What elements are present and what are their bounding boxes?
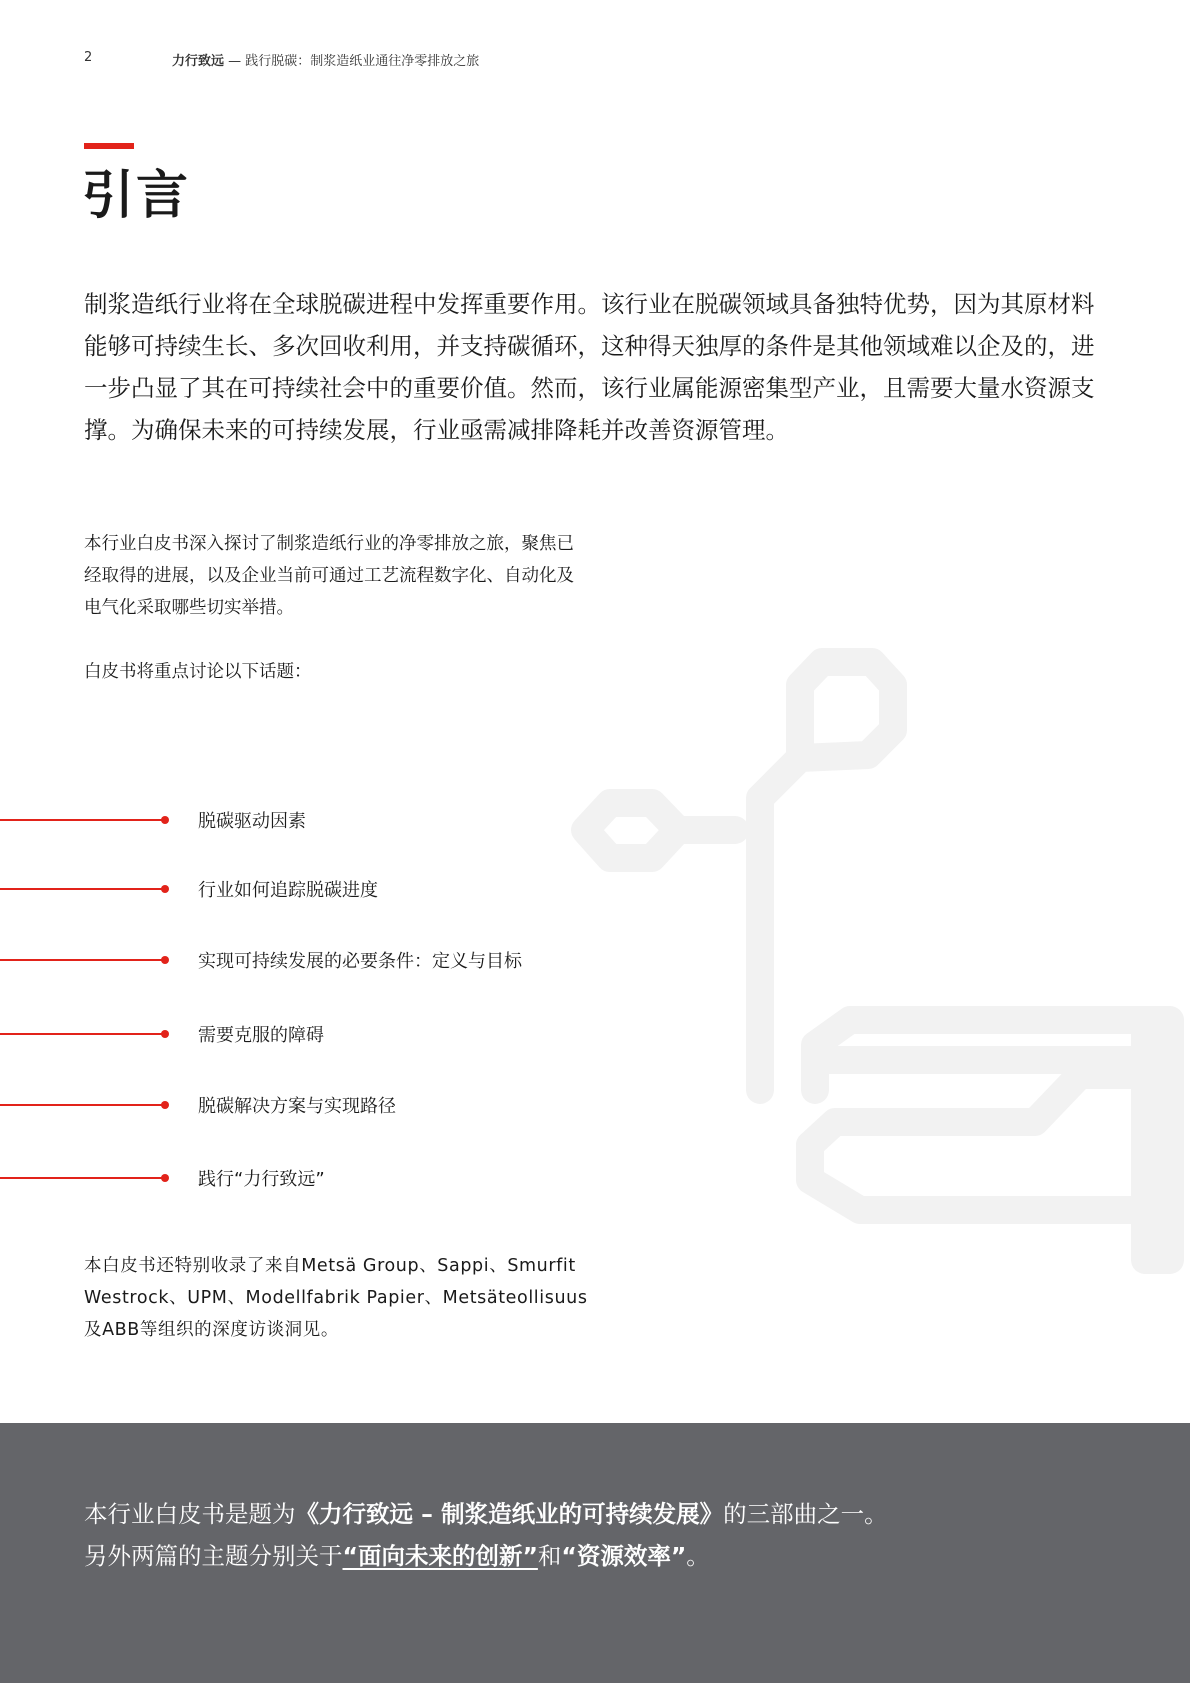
circuit-decoration-graphic bbox=[560, 640, 1190, 1280]
header-title bbox=[172, 50, 479, 69]
topic-bullet-dot bbox=[161, 1174, 169, 1182]
interview-sources-paragraph: 本白皮书还特别收录了来自Metsä Group、Sappi、Smurfit Westrock、UPM、Modellfabrik Papier、Metsäteollisuus及ABB等组织的深度访谈洞见。 bbox=[84, 1256, 588, 1340]
footer-line2-mid: 和 bbox=[537, 1542, 562, 1570]
topic-label: 脱碳解决方案与实现路径 bbox=[198, 1096, 396, 1117]
topic-connector-line bbox=[0, 1033, 165, 1035]
topic-label: 需要克服的障碍 bbox=[198, 1025, 324, 1046]
page-number: 2 bbox=[84, 50, 93, 65]
intro-paragraph: 本行业白皮书深入探讨了制浆造纸行业的净零排放之旅，聚焦已经取得的进展，以及企业当前可通过工艺流程数字化、自动化及电气化采取哪些切实举措。 bbox=[84, 534, 574, 618]
topic-bullet-dot bbox=[161, 956, 169, 964]
topic-bullet-dot bbox=[161, 1030, 169, 1038]
title-accent-bar bbox=[84, 143, 134, 149]
topic-bullet-dot bbox=[161, 1101, 169, 1109]
resource-efficiency-title: “资源效率” bbox=[561, 1542, 687, 1570]
footer-line2-tail: 。 bbox=[686, 1542, 710, 1570]
topic-connector-line bbox=[0, 819, 165, 821]
topic-label: 行业如何追踪脱碳进度 bbox=[198, 880, 378, 901]
footer-line1-tail: 的三部曲之一。 bbox=[723, 1500, 888, 1528]
footer-text bbox=[84, 1493, 888, 1577]
topic-connector-line bbox=[0, 959, 165, 961]
trilogy-title: 《力行致远 – 制浆造纸业的可持续发展》 bbox=[295, 1500, 724, 1528]
topic-connector-line bbox=[0, 888, 165, 890]
footer-line2-lead: 另外两篇的主题分别关于 bbox=[84, 1542, 343, 1570]
topic-label: 实现可持续发展的必要条件：定义与目标 bbox=[198, 951, 522, 972]
header-subtitle: — 践行脱碳：制浆造纸业通往净零排放之旅 bbox=[224, 54, 480, 69]
topics-intro: 白皮书将重点讨论以下话题： bbox=[84, 662, 312, 682]
topic-connector-line bbox=[0, 1104, 165, 1106]
topic-label: 脱碳驱动因素 bbox=[198, 811, 306, 832]
page-title: 引言 bbox=[82, 166, 191, 226]
footer-line1-lead: 本行业白皮书是题为 bbox=[84, 1500, 296, 1528]
footer-banner bbox=[0, 1423, 1190, 1683]
lead-paragraph: 制浆造纸行业将在全球脱碳进程中发挥重要作用。该行业在脱碳领域具备独特优势，因为其原材料能够可持续生长、多次回收利用，并支持碳循环，这种得天独厚的条件是其他领域难以企及的，进一步凸显了其在可持续社会中的重要价值。然而，该行业属能源密集型产业，且需要大量水资源支撑。为确保未来的可持续发展，行业亟需减排降耗并改善资源管理。 bbox=[84, 290, 1095, 444]
topic-bullet-dot bbox=[161, 816, 169, 824]
future-innovation-link[interactable]: “面向未来的创新” bbox=[342, 1542, 538, 1570]
topic-bullet-dot bbox=[161, 885, 169, 893]
topic-connector-line bbox=[0, 1177, 165, 1179]
topic-label: 践行“力行致远” bbox=[198, 1169, 325, 1190]
header-brand: 力行致远 bbox=[172, 54, 225, 69]
